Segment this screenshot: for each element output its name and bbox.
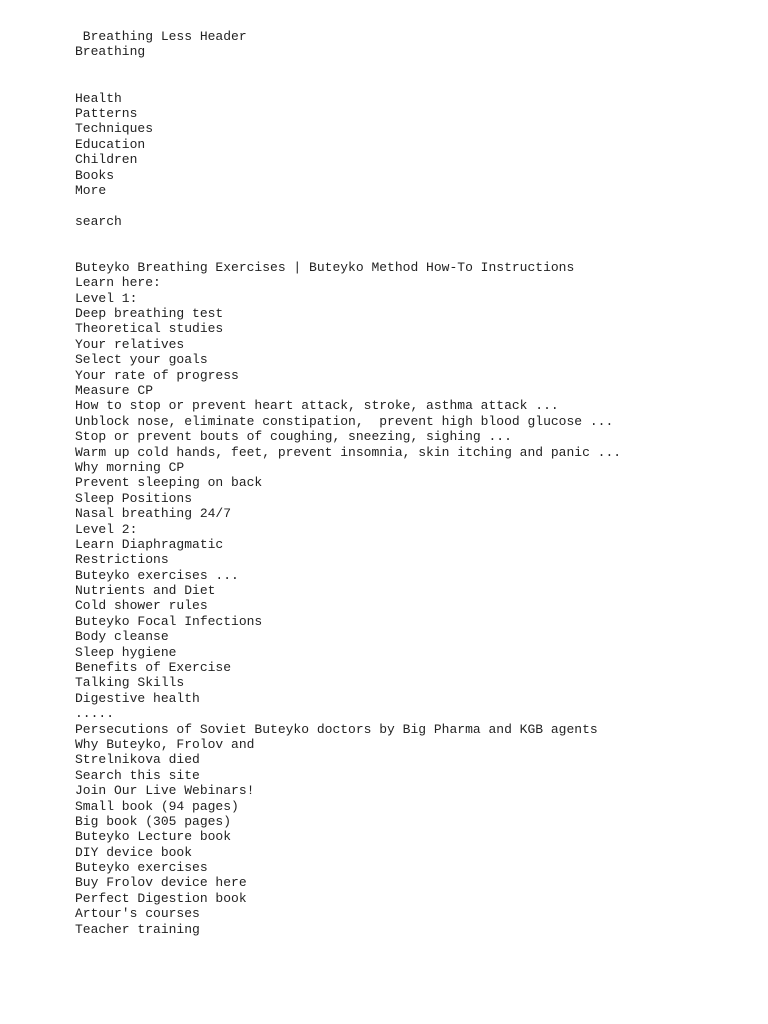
- sidebar-item-your-relatives[interactable]: Your relatives: [75, 336, 185, 352]
- sidebar-item-measure-cp[interactable]: Measure CP: [75, 382, 154, 398]
- sidebar-item-deep-breathing-test[interactable]: Deep breathing test: [75, 306, 224, 322]
- lecture-book-link[interactable]: Buteyko Lecture book: [75, 829, 232, 845]
- teacher-training-link[interactable]: Teacher training: [75, 921, 200, 937]
- sidebar-item-benefits-exercise[interactable]: Benefits of Exercise: [75, 660, 232, 676]
- level-2-link[interactable]: Level 2:: [75, 521, 138, 537]
- spacer: [75, 244, 755, 259]
- why-died-link-line-2[interactable]: Strelnikova died: [75, 752, 200, 768]
- page-content: [75, 29, 755, 937]
- sidebar-item-nutrients-diet[interactable]: Nutrients and Diet: [75, 583, 216, 599]
- spacer: [75, 229, 755, 244]
- small-book-link[interactable]: Small book (94 pages): [75, 798, 239, 814]
- buteyko-exercises-link[interactable]: Buteyko exercises: [75, 860, 208, 876]
- sidebar-item-theoretical-studies[interactable]: Theoretical studies: [75, 321, 224, 337]
- nav-item-children[interactable]: Children: [75, 152, 138, 168]
- sidebar-item-digestive-health[interactable]: Digestive health: [75, 690, 200, 706]
- sidebar-item-body-cleanse[interactable]: Body cleanse: [75, 629, 169, 645]
- nav-item-books[interactable]: Books: [75, 167, 115, 183]
- level-1-link[interactable]: Level 1:: [75, 290, 138, 306]
- sidebar-item-restrictions[interactable]: Restrictions: [75, 552, 169, 568]
- main-nav: [75, 91, 755, 199]
- sidebar-item-buteyko-exercises[interactable]: Buteyko exercises ...: [75, 567, 239, 583]
- spacer: [75, 60, 755, 75]
- sidebar-item-heart-attack[interactable]: How to stop or prevent heart attack, stroke, asthma attack ...: [75, 398, 559, 414]
- spacer: [75, 75, 755, 90]
- site-name-link[interactable]: Breathing: [75, 44, 146, 60]
- why-died-link-line-1[interactable]: Why Buteyko, Frolov and: [75, 736, 255, 752]
- more-items-link[interactable]: .....: [75, 706, 115, 722]
- sidebar-item-select-goals[interactable]: Select your goals: [75, 352, 208, 368]
- webinars-link[interactable]: Join Our Live Webinars!: [75, 783, 255, 799]
- search-link[interactable]: search: [75, 213, 122, 229]
- spacer: [75, 198, 755, 213]
- nav-item-more[interactable]: More: [75, 182, 107, 198]
- sidebar-item-cold-shower[interactable]: Cold shower rules: [75, 598, 208, 614]
- sidebar-item-cold-hands[interactable]: Warm up cold hands, feet, prevent insomnia, skin itching and panic ...: [75, 444, 622, 460]
- nav-item-education[interactable]: Education: [75, 136, 146, 152]
- page-title: Buteyko Breathing Exercises | Buteyko Method How-To Instructions: [75, 259, 575, 275]
- sidebar-item-sleeping-on-back[interactable]: Prevent sleeping on back: [75, 475, 263, 491]
- perfect-digestion-book-link[interactable]: Perfect Digestion book: [75, 890, 247, 906]
- sidebar-item-focal-infections[interactable]: Buteyko Focal Infections: [75, 613, 263, 629]
- big-book-link[interactable]: Big book (305 pages): [75, 813, 232, 829]
- header-image-alt: Breathing Less Header: [75, 29, 247, 44]
- nav-item-techniques[interactable]: Techniques: [75, 121, 154, 137]
- nav-item-health[interactable]: Health: [75, 90, 122, 106]
- sidebar-item-sleep-hygiene[interactable]: Sleep hygiene: [75, 644, 177, 660]
- sidebar-item-coughing[interactable]: Stop or prevent bouts of coughing, sneezing, sighing ...: [75, 429, 512, 445]
- buy-frolov-device-link[interactable]: Buy Frolov device here: [75, 875, 247, 891]
- sidebar-item-sleep-positions[interactable]: Sleep Positions: [75, 490, 193, 506]
- sidebar-menu: [75, 275, 755, 937]
- sidebar-item-diaphragmatic[interactable]: Learn Diaphragmatic: [75, 536, 224, 552]
- nav-item-patterns[interactable]: Patterns: [75, 105, 138, 121]
- learn-here-label: Learn here:: [75, 275, 161, 291]
- sidebar-item-morning-cp[interactable]: Why morning CP: [75, 459, 185, 475]
- diy-device-book-link[interactable]: DIY device book: [75, 844, 193, 860]
- artours-courses-link[interactable]: Artour's courses: [75, 906, 200, 922]
- sidebar-item-rate-of-progress[interactable]: Your rate of progress: [75, 367, 239, 383]
- sidebar-item-talking-skills[interactable]: Talking Skills: [75, 675, 185, 691]
- search-site-label: Search this site: [75, 767, 200, 783]
- sidebar-item-unblock-nose[interactable]: Unblock nose, eliminate constipation, prevent high blood glucose ...: [75, 413, 614, 429]
- sidebar-item-nasal-breathing[interactable]: Nasal breathing 24/7: [75, 506, 232, 522]
- persecutions-link[interactable]: Persecutions of Soviet Buteyko doctors by Big Pharma and KGB agents: [75, 721, 598, 737]
